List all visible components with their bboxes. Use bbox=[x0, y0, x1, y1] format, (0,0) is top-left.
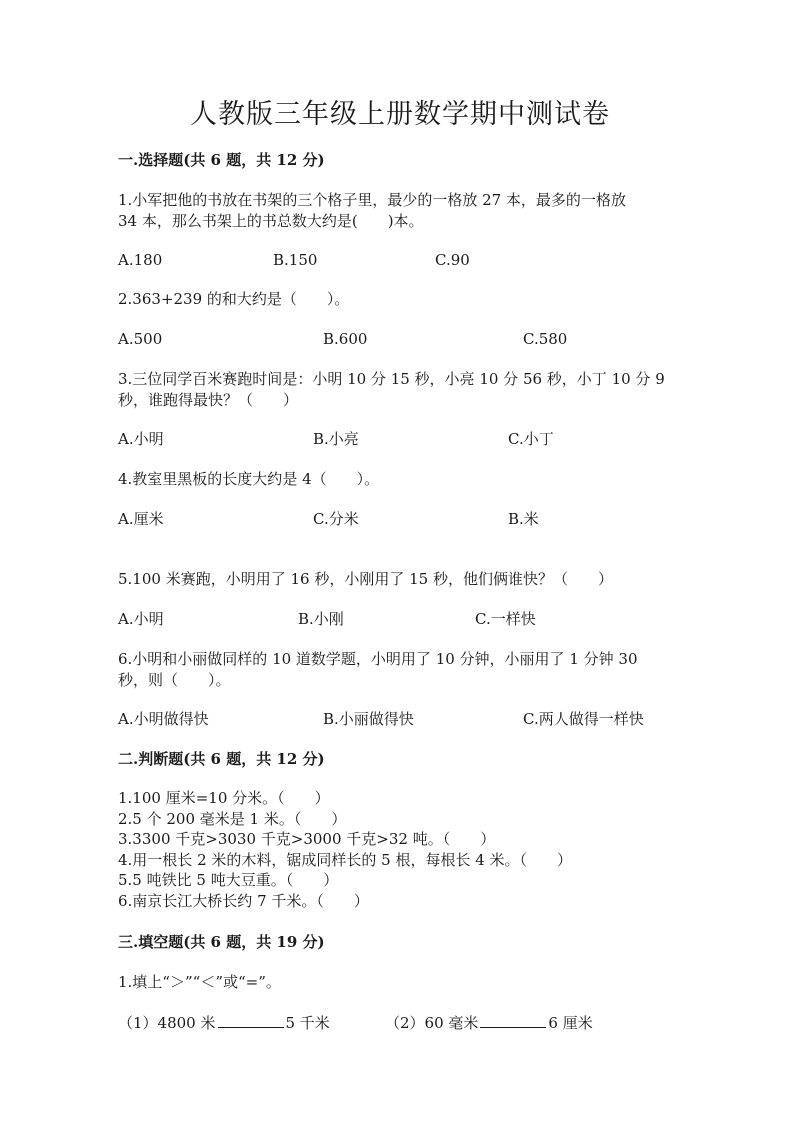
fill-item-2 bbox=[385, 1013, 593, 1033]
question-4-line-1: 4.教室里黑板的长度大约是 4（ ）。 bbox=[118, 470, 380, 488]
question-4-option-b: B.米 bbox=[508, 510, 539, 528]
question-2-option-a: A.500 bbox=[118, 330, 163, 348]
question-4-option-a: A.厘米 bbox=[118, 510, 164, 528]
question-1-line-1: 1.小军把他的书放在书架的三个格子里，最少的一格放 27 本，最多的一格放 bbox=[118, 191, 626, 209]
section-heading-judge: 二.判断题(共 6 题，共 12 分) bbox=[118, 750, 325, 768]
page-title: 人教版三年级上册数学期中测试卷 bbox=[190, 99, 610, 130]
question-5-option-c: C.一样快 bbox=[475, 610, 536, 628]
question-3-option-c: C.小丁 bbox=[508, 430, 554, 448]
question-1-option-a: A.180 bbox=[118, 251, 163, 269]
fill-item-1 bbox=[118, 1013, 330, 1033]
question-3-option-a: A.小明 bbox=[118, 430, 164, 448]
answer-blank[interactable] bbox=[218, 1013, 284, 1028]
question-5-line-1: 5.100 米赛跑，小明用了 16 秒，小刚用了 15 秒，他们俩谁快？（ ） bbox=[118, 570, 613, 588]
fill-item-2-left: （2）60 毫米 bbox=[385, 1014, 479, 1032]
question-1-option-b: B.150 bbox=[273, 251, 318, 269]
question-3-line-1: 3.三位同学百米赛跑时间是：小明 10 分 15 秒，小亮 10 分 56 秒，小丁 10 分 9 bbox=[118, 370, 665, 388]
judge-item-5: 5.5 吨铁比 5 吨大豆重。（ ） bbox=[118, 871, 339, 889]
judge-item-3: 3.3300 千克>3030 千克>3000 千克>32 吨。（ ） bbox=[118, 830, 496, 848]
question-1-option-c: C.90 bbox=[435, 251, 470, 269]
judge-item-6: 6.南京长江大桥长约 7 千米。（ ） bbox=[118, 891, 369, 910]
question-6-line-1: 6.小明和小丽做同样的 10 道数学题，小明用了 10 分钟，小丽用了 1 分钟 30 bbox=[118, 650, 638, 668]
question-2-option-c: C.580 bbox=[523, 330, 568, 348]
question-3-option-b: B.小亮 bbox=[313, 430, 359, 448]
answer-blank[interactable] bbox=[480, 1013, 546, 1028]
fill-item-1-right: 5 千米 bbox=[285, 1014, 330, 1032]
question-4-option-c: C.分米 bbox=[313, 510, 359, 528]
question-2-option-b: B.600 bbox=[323, 330, 368, 348]
judge-item-4: 4.用一根长 2 米的木料，锯成同样长的 5 根，每根长 4 米。（ ） bbox=[118, 850, 573, 869]
question-6-line-2: 秒，则（ ）。 bbox=[118, 671, 231, 689]
question-3-line-2: 秒，谁跑得最快？（ ） bbox=[118, 391, 299, 409]
judge-item-1: 1.100 厘米=10 分米。（ ） bbox=[118, 789, 330, 807]
question-6-option-a: A.小明做得快 bbox=[118, 710, 209, 728]
fill-item-1-left: （1）4800 米 bbox=[118, 1014, 216, 1032]
question-5-option-b: B.小刚 bbox=[298, 610, 344, 628]
question-1-line-2: 34 本，那么书架上的书总数大约是( )本。 bbox=[118, 212, 424, 230]
fill-question-1: 1.填上“＞”“＜”或“=”。 bbox=[118, 973, 281, 991]
question-2-line-1: 2.363+239 的和大约是（ ）。 bbox=[118, 290, 350, 308]
question-5-option-a: A.小明 bbox=[118, 610, 164, 628]
question-6-option-c: C.两人做得一样快 bbox=[523, 710, 644, 728]
section-heading-fill: 三.填空题(共 6 题，共 19 分) bbox=[118, 933, 325, 951]
fill-item-2-right: 6 厘米 bbox=[548, 1014, 593, 1032]
question-6-option-b: B.小丽做得快 bbox=[323, 710, 414, 728]
judge-item-2: 2.5 个 200 毫米是 1 米。（ ） bbox=[118, 809, 347, 828]
section-heading-choice: 一.选择题(共 6 题，共 12 分) bbox=[118, 151, 325, 169]
